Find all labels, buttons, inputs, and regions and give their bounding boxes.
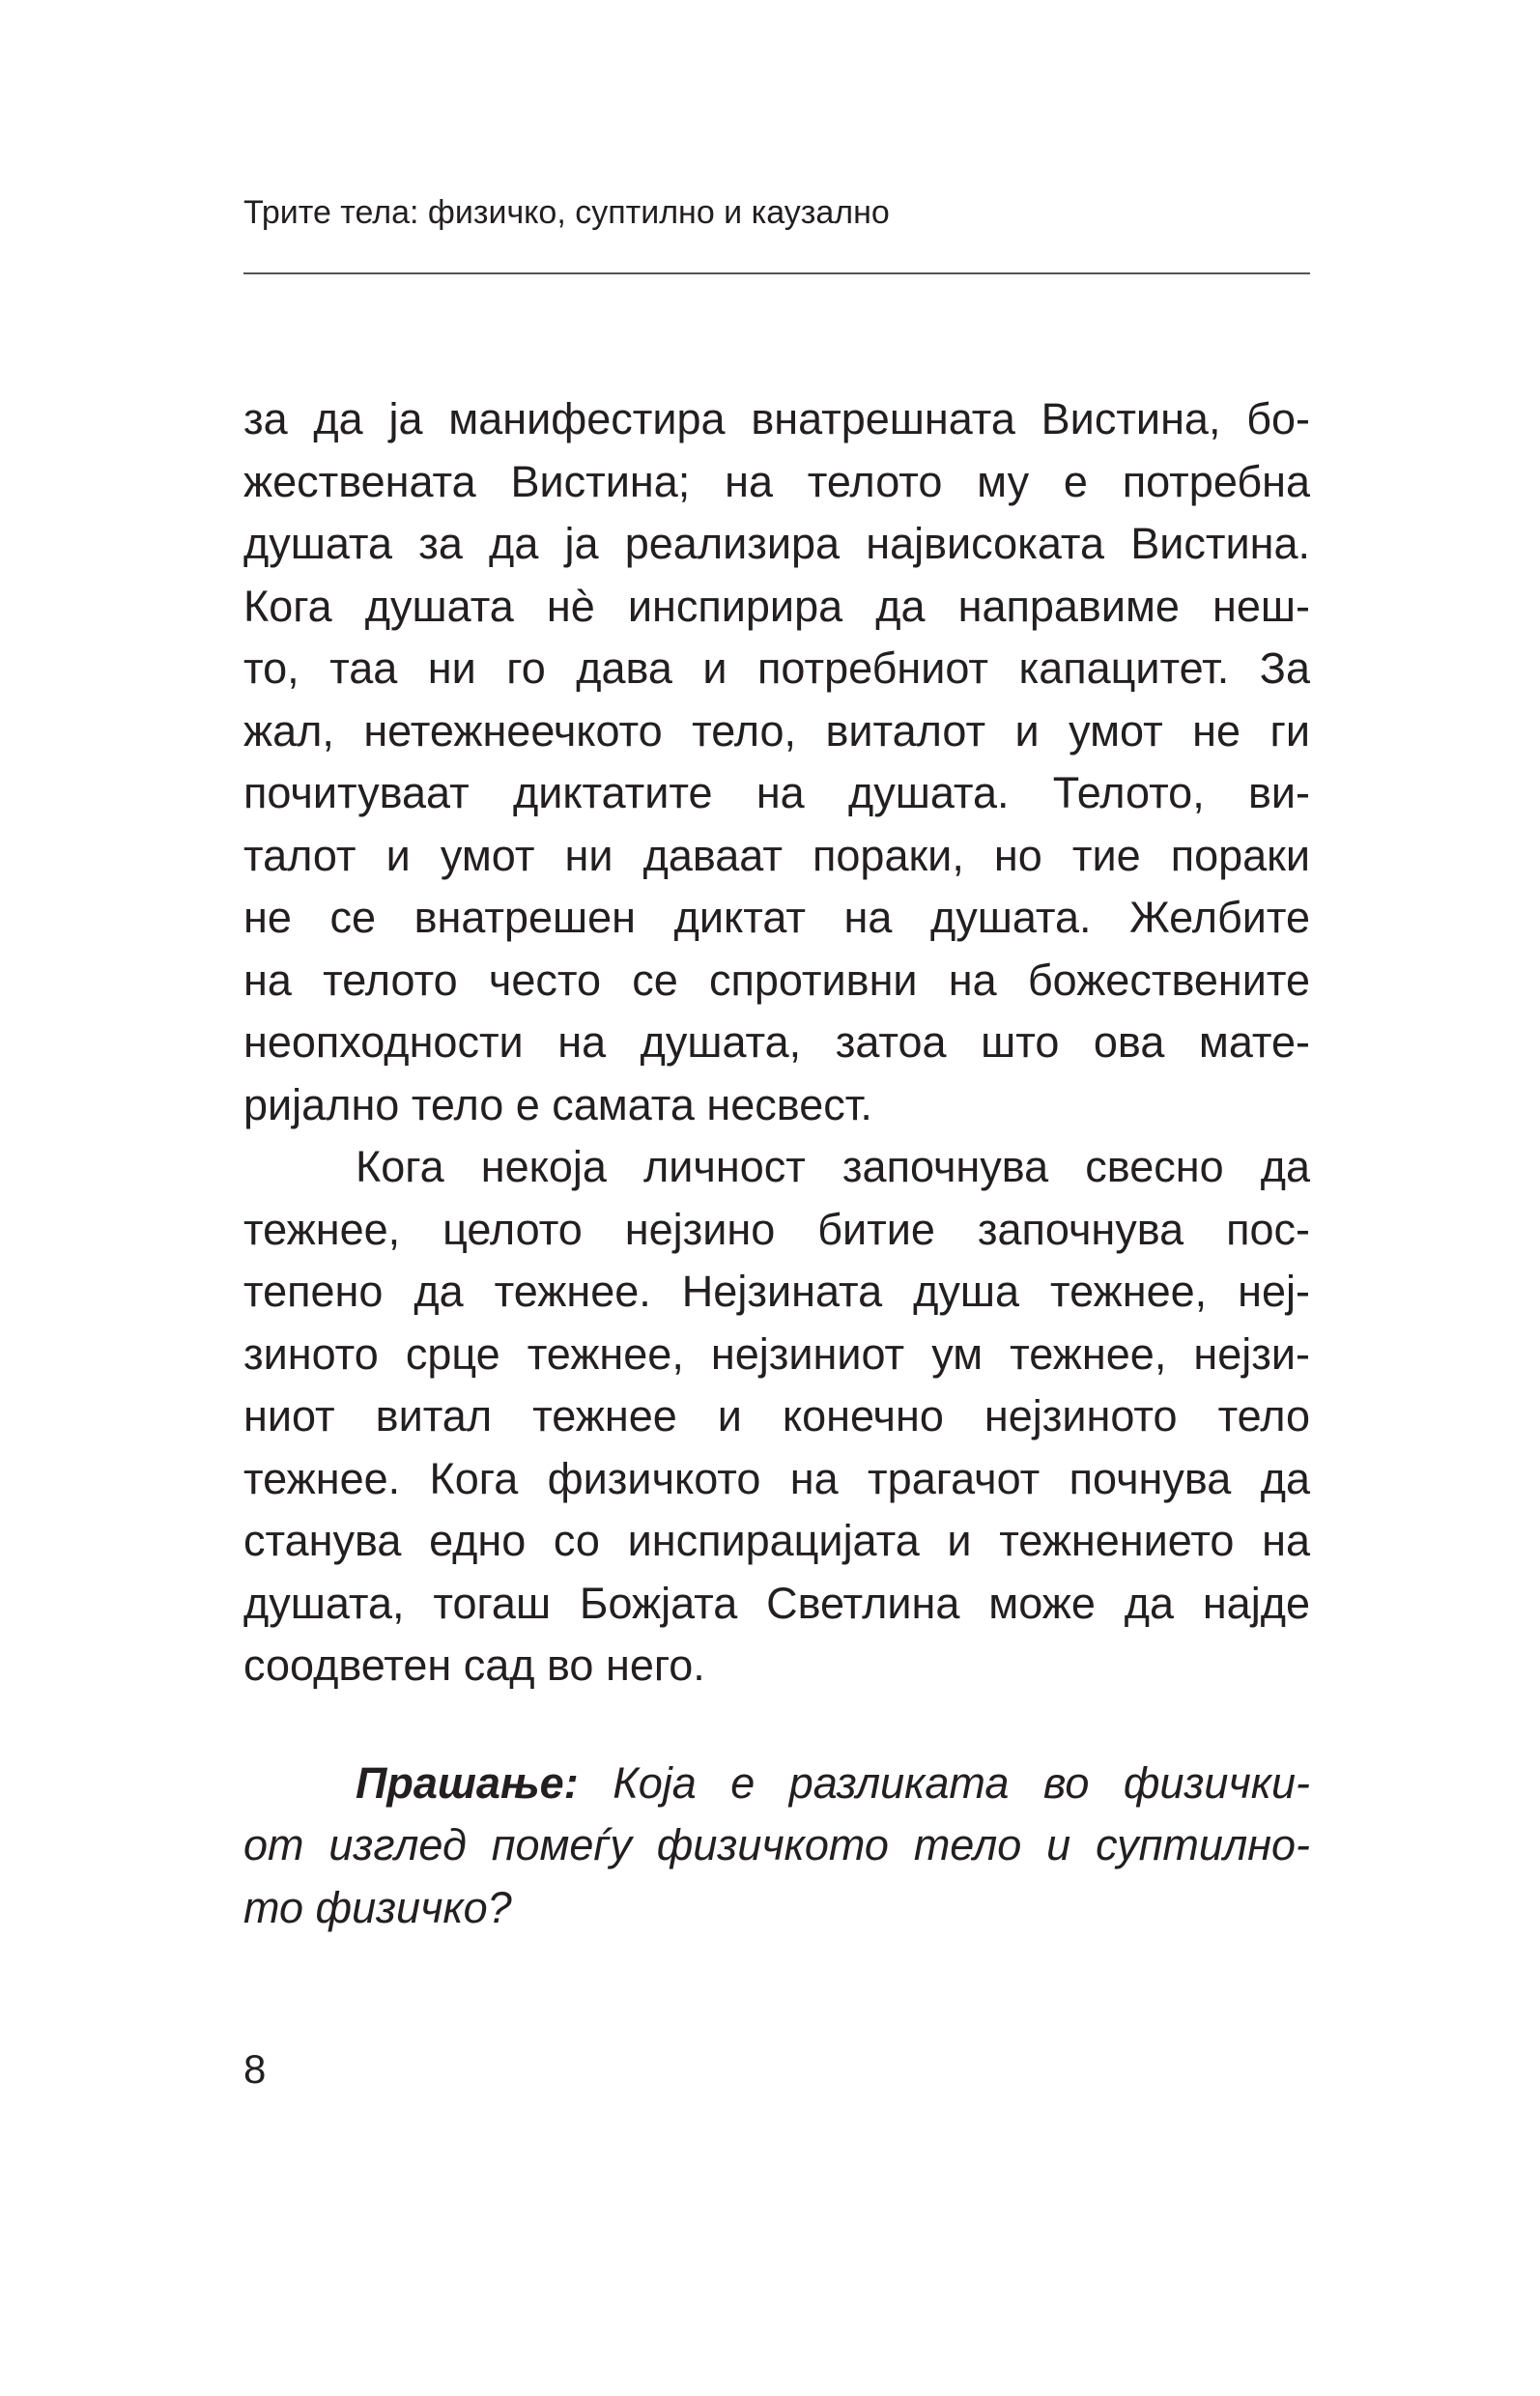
question-line: от изглед помеѓу физичкото тело и суптилно- bbox=[243, 1820, 1310, 1869]
question-block bbox=[243, 1753, 1310, 1940]
text-line: почитуваат диктатите на душата. Телото, ви- bbox=[243, 768, 1310, 817]
paragraph-gap bbox=[243, 1697, 1310, 1753]
question-label: Прашање: bbox=[356, 1757, 579, 1808]
text-line: жал, нетежнеечкото тело, виталот и умот не ги bbox=[243, 705, 1310, 756]
question-text: Која е разликата во физички- bbox=[613, 1757, 1310, 1808]
text-line: тежнее. Кога физичкото на трагачот почнува да bbox=[243, 1453, 1310, 1503]
text-line: ријално тело е самата несвест. bbox=[243, 1079, 872, 1129]
text-line: соодветен сад во него. bbox=[243, 1640, 705, 1690]
running-head: Трите тела: физичко, суптилно и каузално bbox=[243, 194, 890, 231]
paragraph-2 bbox=[243, 1136, 1310, 1697]
question-line bbox=[243, 1753, 1310, 1815]
paragraph-1 bbox=[243, 388, 1310, 1136]
text-line: на телото често се спротивни на божествените bbox=[243, 955, 1310, 1005]
text-line: Кога некоја личност започнува свесно да bbox=[356, 1142, 1310, 1191]
text-line: за да ја манифестира внатрешната Вистина, бо- bbox=[243, 394, 1310, 443]
header-divider bbox=[243, 272, 1310, 274]
text-line: тежнее, целото нејзино битие започнува пос- bbox=[243, 1204, 1310, 1254]
text-line: Кога душата нѐ инспирира да направиме неш- bbox=[243, 581, 1310, 631]
text-line: то, таа ни го дава и потребниот капацитет. За bbox=[243, 643, 1310, 693]
text-line: не се внатрешен диктат на душата. Желбите bbox=[243, 893, 1310, 942]
text-line: талот и умот ни даваат пораки, но тие пораки bbox=[243, 830, 1310, 880]
text-line: неопходности на душата, затоа што ова мате- bbox=[243, 1017, 1310, 1067]
text-line: душата, тогаш Божјата Светлина може да најде bbox=[243, 1578, 1310, 1628]
text-line: станува едно со инспирацијата и тежнението на bbox=[243, 1516, 1310, 1565]
body-text bbox=[243, 388, 1310, 1939]
text-line: тепено да тежнее. Нејзината душа тежнее, неј- bbox=[243, 1267, 1310, 1316]
text-line: ниот витал тежнее и конечно нејзиното тело bbox=[243, 1391, 1310, 1440]
text-line: душата за да ја реализира највисоката Вистина. bbox=[243, 519, 1310, 568]
text-line: зиното срце тежнее, нејзиниот ум тежнее, нејзи- bbox=[243, 1328, 1310, 1379]
question-line: то физичко? bbox=[243, 1882, 512, 1932]
page-number: 8 bbox=[243, 2046, 267, 2092]
text-line: жествената Вистина; на телото му е потребна bbox=[243, 456, 1310, 506]
